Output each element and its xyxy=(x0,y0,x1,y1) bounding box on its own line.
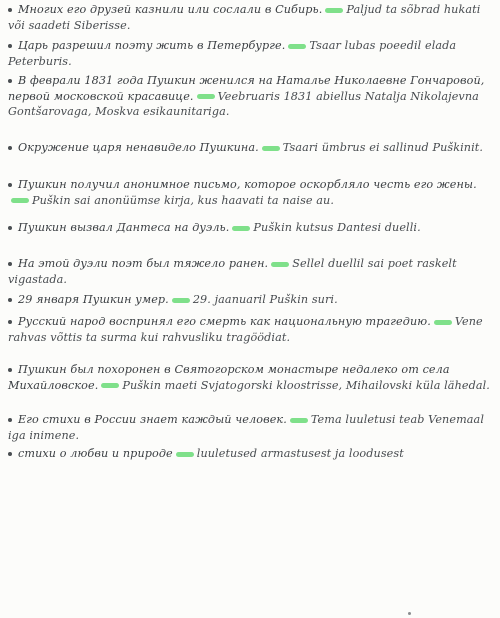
green-dash-icon xyxy=(290,418,308,423)
russian-sentence: стихи о любви и природе xyxy=(18,447,173,460)
estonian-translation: Veebruaris 1831 abiellus Natalja Nikolajevna Gontšarovaga, Moskva esikaunitariga. xyxy=(8,89,479,118)
green-dash-icon xyxy=(197,94,215,99)
russian-sentence: Пушкин вызвал Дантеса на дуэль. xyxy=(18,221,230,234)
estonian-translation: Tsaar lubas poeedil elada Peterburis. xyxy=(8,39,457,68)
bullet-icon xyxy=(8,262,12,266)
russian-sentence: Пушкин был похоронен в Святогорском монастыре недалеко от села Михайловское. xyxy=(8,363,450,392)
green-dash-icon xyxy=(288,44,306,49)
estonian-translation: luuletused armastusest ja loodusest xyxy=(196,447,404,460)
list-item xyxy=(8,177,496,208)
russian-sentence: Окружение царя ненавидело Пушкина. xyxy=(18,141,259,154)
russian-sentence: Царь разрешил поэту жить в Петербурге. xyxy=(18,39,286,52)
list-item xyxy=(8,140,496,156)
bullet-icon xyxy=(8,320,12,324)
green-dash-icon xyxy=(176,452,194,457)
russian-sentence: Пушкин получил анонимное письмо, которое оскорбляло честь его жены. xyxy=(18,178,477,191)
list-item xyxy=(8,2,496,33)
bullet-icon xyxy=(8,146,12,150)
green-dash-icon xyxy=(101,383,119,388)
list-item xyxy=(8,256,496,287)
ink-dot xyxy=(408,612,411,615)
russian-sentence: 29 января Пушкин умер. xyxy=(18,293,169,306)
list-item xyxy=(8,446,496,462)
list-item xyxy=(8,314,496,345)
green-dash-icon xyxy=(232,226,250,231)
estonian-translation: Tema luuletusi teab Venemaal iga inimene. xyxy=(8,413,484,442)
estonian-translation: Tsaari ümbrus ei sallinud Puškinit. xyxy=(282,141,484,154)
bullet-icon xyxy=(8,8,12,12)
list-item xyxy=(8,220,496,236)
estonian-translation: Vene rahvas võttis ta surma kui rahvusliku tragöödiat. xyxy=(8,315,483,344)
russian-sentence: Многих его друзей казнили или сослали в Сибирь. xyxy=(18,3,323,16)
russian-sentence: На этой дуэли поэт был тяжело ранен. xyxy=(18,257,269,270)
green-dash-icon xyxy=(434,320,452,325)
bullet-icon xyxy=(8,79,12,83)
bullet-icon xyxy=(8,226,12,230)
russian-sentence: В феврали 1831 года Пушкин женился на Наталье Николаевне Гончаровой, первой московской красавице. xyxy=(8,74,485,103)
bullet-icon xyxy=(8,418,12,422)
green-dash-icon xyxy=(271,262,289,267)
green-dash-icon xyxy=(172,298,190,303)
list-item xyxy=(8,38,496,69)
list-item xyxy=(8,412,496,443)
bullet-icon xyxy=(8,368,12,372)
estonian-translation: Sellel duellil sai poet raskelt vigastada. xyxy=(8,257,457,286)
bullet-icon xyxy=(8,44,12,48)
list-item xyxy=(8,73,496,120)
russian-sentence: Его стихи в России знает каждый человек. xyxy=(18,413,287,426)
list-item xyxy=(8,292,496,308)
estonian-translation: Puškin sai anonüümse kirja, kus haavati ta naise au. xyxy=(32,193,335,207)
green-dash-icon xyxy=(262,146,280,151)
estonian-translation: Puškin kutsus Dantesi duelli. xyxy=(253,221,421,234)
estonian-translation: Paljud ta sõbrad hukati või saadeti Siberisse. xyxy=(8,3,481,32)
russian-sentence: Русский народ воспринял его смерть как национальную трагедию. xyxy=(18,315,431,328)
bullet-icon xyxy=(8,452,12,456)
bullet-icon xyxy=(8,183,12,187)
green-dash-icon xyxy=(325,8,343,13)
estonian-translation: 29. jaanuaril Puškin suri. xyxy=(192,293,338,306)
list-item xyxy=(8,362,496,393)
bullet-icon xyxy=(8,298,12,302)
green-dash-icon xyxy=(11,198,29,203)
estonian-translation: Puškin maeti Svjatogorski kloostrisse, Mihailovski küla lähedal. xyxy=(122,378,490,392)
